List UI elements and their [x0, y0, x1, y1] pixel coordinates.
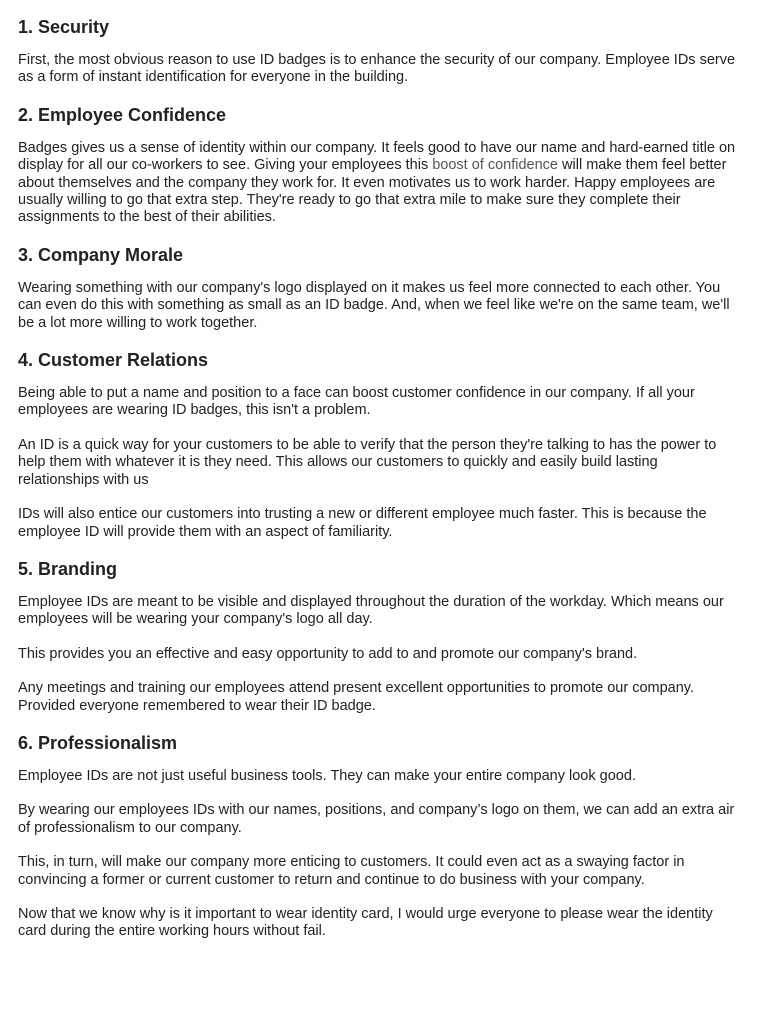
paragraph-text: will make them feel better about themselves and the company they work for. It even motivates us to work harder. Happy employees are usually willing to go that extra step. They're ready to go that extra mile to make sure they complete their assignments to the best of their abilities.: [18, 157, 727, 226]
paragraph: Employee IDs are meant to be visible and displayed throughout the duration of the workday. Which means our employees will be wearing your company's logo all day.: [18, 593, 724, 628]
paragraph: First, the most obvious reason to use ID badges is to enhance the security of our company. Employee IDs serve as a form of instant identification for everyone in the building.: [18, 52, 736, 86]
section-security: [18, 16, 742, 87]
paragraph: Being able to put a name and position to a face can boost customer confidence in our company. If all your employees are wearing ID badges, this isn't a problem.: [18, 385, 695, 419]
section-professionalism: [18, 732, 742, 941]
paragraph: Any meetings and training our employees attend present excellent opportunities to promote our company. Provided everyone remembered to wear their ID badge.: [18, 680, 694, 714]
section-customer-relations: [18, 349, 742, 541]
section-heading: 1. Security: [18, 17, 110, 37]
section-branding: [18, 558, 742, 715]
section-company-morale: [18, 244, 742, 332]
paragraph: Wearing something with our company's logo displayed on it makes us feel more connected to each other. You can even do this with something as small as an ID badge. And, when we feel like we're on the same team, we'll be a lot more willing to work together.: [18, 279, 730, 331]
paragraph: [18, 140, 742, 227]
section-heading: 5. Branding: [18, 558, 118, 579]
paragraph: Now that we know why is it important to wear identity card, I would urge everyone to please wear the identity card during the entire working hours without fail.: [18, 905, 713, 940]
paragraph-text: Badges gives us a sense of identity within our company. It feels good to have our name and hard-earned title on display for all our co-workers to see. Giving your employees this: [18, 139, 736, 174]
paragraph: This, in turn, will make our company more enticing to customers. It could even act as a swaying factor in convincing a former or current customer to return and continue to do business with your company.: [18, 854, 685, 888]
section-heading: 3. Company Morale: [18, 244, 184, 265]
section-employee-confidence: [18, 104, 742, 227]
paragraph: IDs will also entice our customers into trusting a new or different employee much faster. This is because the employee ID will provide them with an aspect of familiarity.: [18, 506, 707, 540]
section-heading: 2. Employee Confidence: [18, 104, 227, 125]
paragraph: This provides you an effective and easy opportunity to add to and promote our company's brand.: [18, 645, 638, 662]
boost-of-confidence-link[interactable]: boost of confidence: [432, 157, 558, 174]
paragraph: Employee IDs are not just useful business tools. They can make your entire company look good.: [18, 767, 636, 784]
paragraph: An ID is a quick way for your customers to be able to verify that the person they're talking to has the power to help them with whatever it is they need. This allows our customers to quickly and easily build lasting relationships with us: [18, 436, 717, 488]
section-heading: 6. Professionalism: [18, 732, 178, 753]
section-heading: 4. Customer Relations: [18, 350, 209, 371]
paragraph: By wearing our employees IDs with our names, positions, and company’s logo on them, we can add an extra air of professionalism to our company.: [18, 802, 735, 836]
